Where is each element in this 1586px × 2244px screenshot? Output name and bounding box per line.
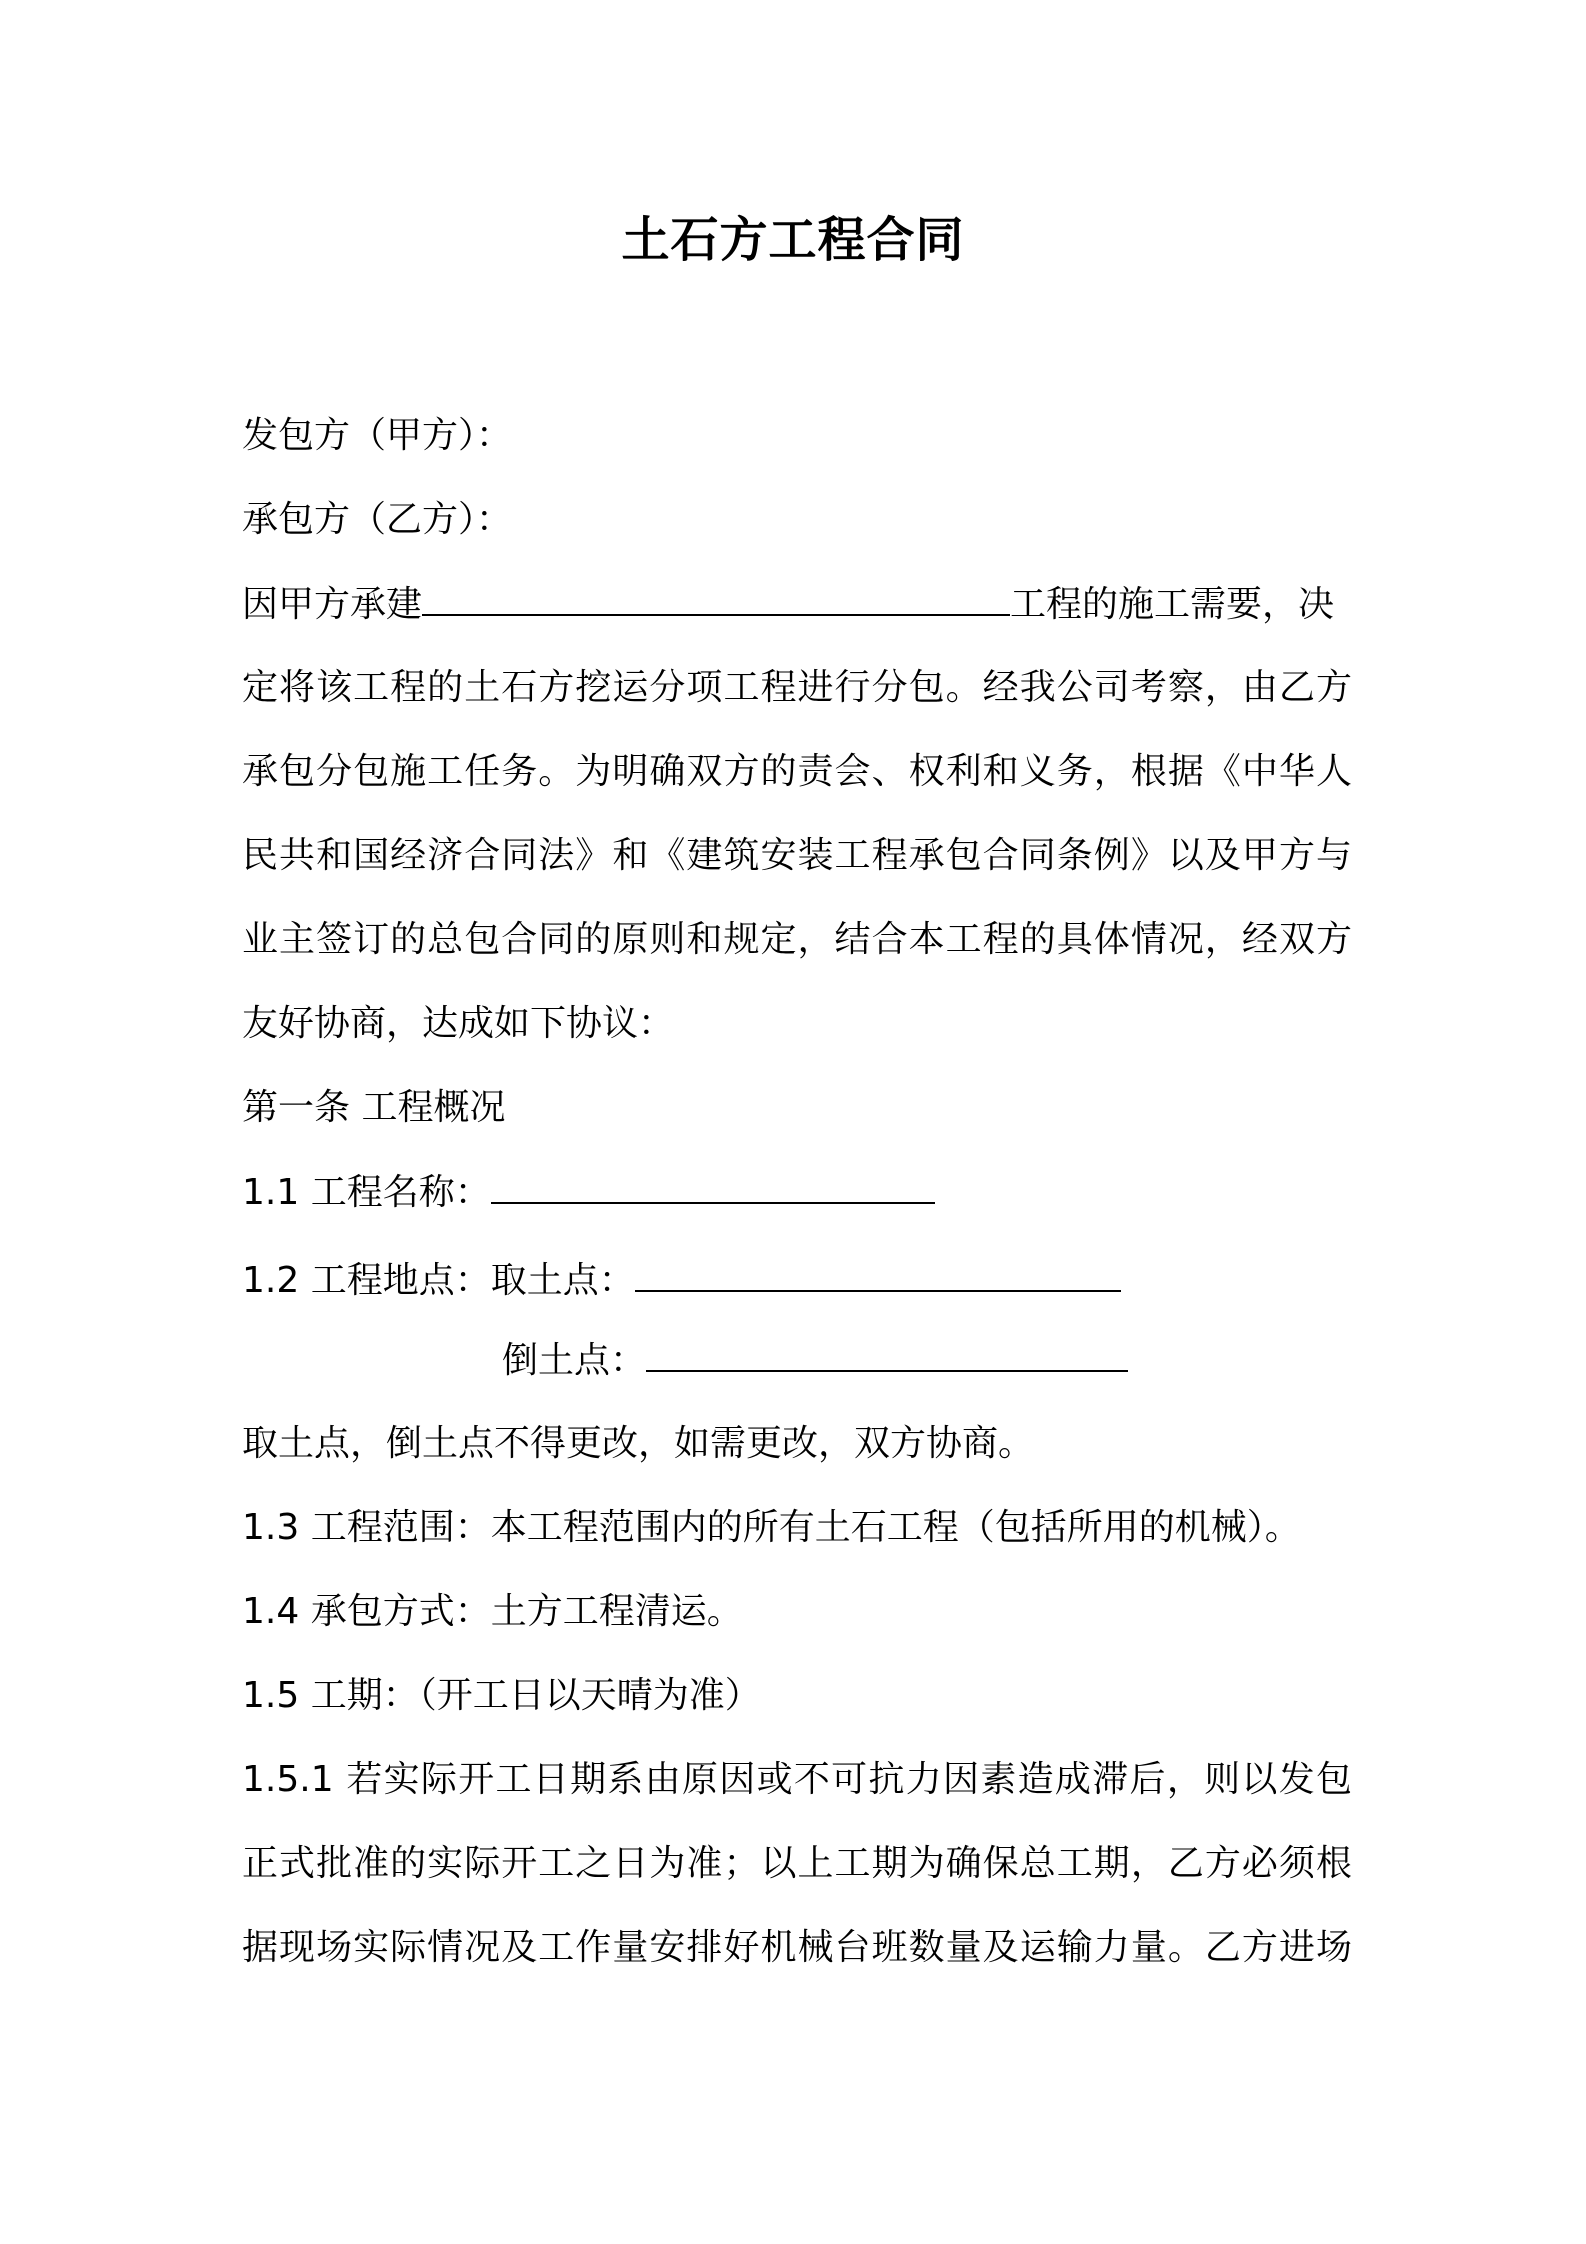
- project-title-blank: [491, 1168, 935, 1204]
- intro-line-1-prefix: 因甲方承建: [242, 584, 423, 625]
- item-1-2: [242, 1256, 1352, 1305]
- intro-line-5: 业主签订的总包合同的原则和规定，结合本工程的具体情况，经双方: [242, 919, 1352, 960]
- item-1-5-1-line-c: 据现场实际情况及工作量安排好机械台班数量及运输力量。乙方进场: [242, 1927, 1352, 1968]
- item-1-1: [242, 1168, 1352, 1217]
- item-1-5-1-line-b: 正式批准的实际开工之日为准；以上工期为确保总工期，乙方必须根: [242, 1843, 1352, 1884]
- party-b-line: 承包方（乙方）：: [242, 499, 513, 540]
- project-name-blank: [422, 580, 1010, 616]
- article-1-heading: 第一条 工程概况: [242, 1087, 506, 1128]
- item-1-2-label: 1.2 工程地点：取土点：: [242, 1260, 635, 1301]
- intro-line-3: 承包分包施工任务。为明确双方的责会、权利和义务，根据《中华人: [242, 751, 1352, 792]
- document-title: 土石方工程合同: [621, 212, 965, 268]
- soil-site-note: 取土点，倒土点不得更改，如需更改，双方协商。: [242, 1423, 1035, 1464]
- intro-line-6: 友好协商，达成如下协议：: [242, 1003, 675, 1044]
- intro-line-1-suffix: 工程的施工需要，决: [1010, 584, 1335, 625]
- item-1-1-label: 1.1 工程名称：: [242, 1172, 491, 1213]
- item-1-2-dump: [502, 1336, 1202, 1385]
- dump-site-label: 倒土点：: [502, 1340, 647, 1381]
- borrow-site-blank: [635, 1256, 1121, 1292]
- dump-site-blank: [646, 1336, 1128, 1372]
- item-1-4: 1.4 承包方式：土方工程清运。: [242, 1591, 743, 1632]
- party-a-line: 发包方（甲方）：: [242, 415, 513, 456]
- item-1-5-1-line-a: 1.5.1 若实际开工日期系由原因或不可抗力因素造成滞后，则以发包: [242, 1759, 1352, 1800]
- intro-line-2: 定将该工程的土石方挖运分项工程进行分包。经我公司考察，由乙方: [242, 667, 1352, 708]
- item-1-5: 1.5 工期：（开工日以天晴为准）: [242, 1675, 761, 1716]
- intro-line-1: [242, 580, 1352, 629]
- item-1-3: 1.3 工程范围：本工程范围内的所有土石工程（包括所用的机械）。: [242, 1507, 1301, 1548]
- intro-line-4: 民共和国经济合同法》和《建筑安装工程承包合同条例》以及甲方与: [242, 835, 1352, 876]
